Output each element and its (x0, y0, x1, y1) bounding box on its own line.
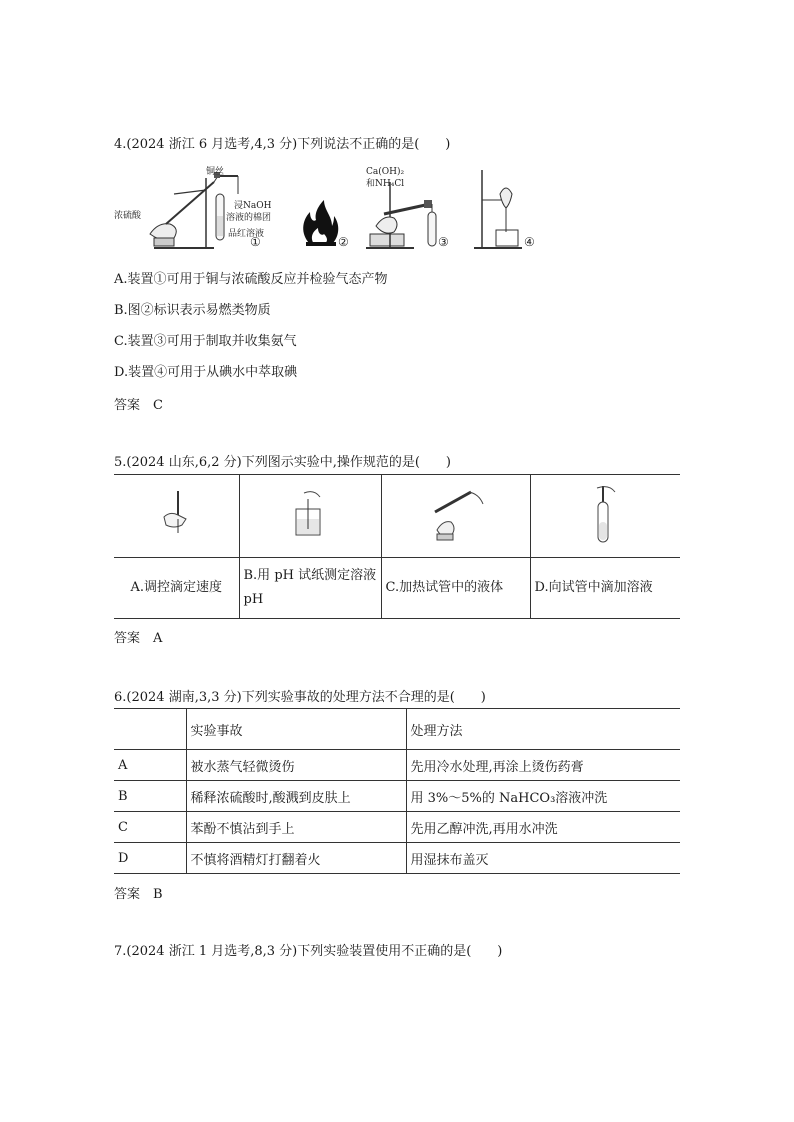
row-a-accident: 被水蒸气轻微烫伤 (186, 750, 406, 781)
apparatus-4 (474, 170, 522, 248)
q5-cell-b: B.用 pH 试纸测定溶液 pH (239, 558, 381, 619)
q6-title: 6.(2024 湖南,3,3 分)下列实验事故的处理方法不合理的是( ) (114, 690, 486, 705)
label-mianjun: 溶液的棉团 (226, 213, 272, 223)
q5-image-b (239, 475, 381, 558)
q6-answer: 答案 B (114, 887, 163, 902)
q4-option-d: D.装置④可用于从碘水中萃取碘 (114, 365, 298, 380)
q5-answer: 答案 A (114, 631, 163, 646)
row-d-method: 用湿抹布盖灭 (406, 843, 680, 874)
q5-image-a (114, 475, 239, 558)
apparatus-1 (150, 172, 238, 248)
q4-title: 4.(2024 浙江 6 月选考,4,3 分)下列说法不正确的是( ) (114, 137, 451, 152)
q6-header-row (114, 709, 680, 750)
q4-option-b: B.图②标识表示易燃类物质 (114, 303, 271, 318)
q6-header-method: 处理方法 (406, 709, 680, 750)
label-n1: ① (250, 235, 261, 249)
q4-answer: 答案 C (114, 398, 163, 413)
label-pinhong: 品红溶液 (228, 229, 265, 239)
row-b-method: 用 3%～5%的 NaHCO₃溶液冲洗 (406, 781, 680, 812)
q6-header-blank (114, 709, 186, 750)
flammable-icon (303, 200, 338, 246)
q6-table (114, 708, 680, 874)
label-n2: ② (338, 235, 349, 249)
label-caoh2: Ca(OH)₂ (366, 167, 405, 177)
label-nh4cl: 和NH₄Cl (366, 179, 405, 189)
row-b-letter: B (114, 781, 186, 812)
label-nongliusuan: 浓硫酸 (114, 211, 142, 221)
table-row (114, 781, 680, 812)
label-jin-naoh: 浸NaOH (234, 201, 272, 211)
q5-cell-d: D.向试管中滴加溶液 (530, 558, 680, 619)
q4-option-a: A.装置①可用于铜与浓硫酸反应并检验气态产物 (114, 272, 388, 287)
q5-cell-a: A.调控滴定速度 (114, 558, 239, 619)
q7-title: 7.(2024 浙江 1 月选考,8,3 分)下列实验装置使用不正确的是( ) (114, 944, 503, 959)
label-n3: ③ (438, 235, 449, 249)
dropper-tube-icon (585, 484, 625, 544)
q5-title: 5.(2024 山东,6,2 分)下列图示实验中,操作规范的是( ) (114, 455, 451, 470)
beaker-icon (290, 489, 330, 539)
row-a-letter: A (114, 750, 186, 781)
q4-figure (114, 160, 554, 252)
q6-header-accident: 实验事故 (186, 709, 406, 750)
row-c-letter: C (114, 812, 186, 843)
label-tongsi: 铜丝 (206, 167, 225, 177)
label-n4: ④ (524, 235, 535, 249)
apparatus-3 (366, 182, 436, 248)
row-d-letter: D (114, 843, 186, 874)
heating-tube-icon (421, 486, 491, 542)
table-row (114, 843, 680, 874)
burette-icon (156, 489, 196, 539)
row-a-method: 先用冷水处理,再涂上烫伤药膏 (406, 750, 680, 781)
q4-option-c: C.装置③可用于制取并收集氨气 (114, 334, 297, 349)
row-c-accident: 苯酚不慎沾到手上 (186, 812, 406, 843)
q5-table (114, 474, 680, 619)
q5-image-c (381, 475, 530, 558)
row-c-method: 先用乙醇冲洗,再用水冲洗 (406, 812, 680, 843)
row-b-accident: 稀释浓硫酸时,酸溅到皮肤上 (186, 781, 406, 812)
q5-cell-c: C.加热试管中的液体 (381, 558, 530, 619)
table-row (114, 750, 680, 781)
q5-image-d (530, 475, 680, 558)
row-d-accident: 不慎将酒精灯打翻着火 (186, 843, 406, 874)
table-row (114, 812, 680, 843)
